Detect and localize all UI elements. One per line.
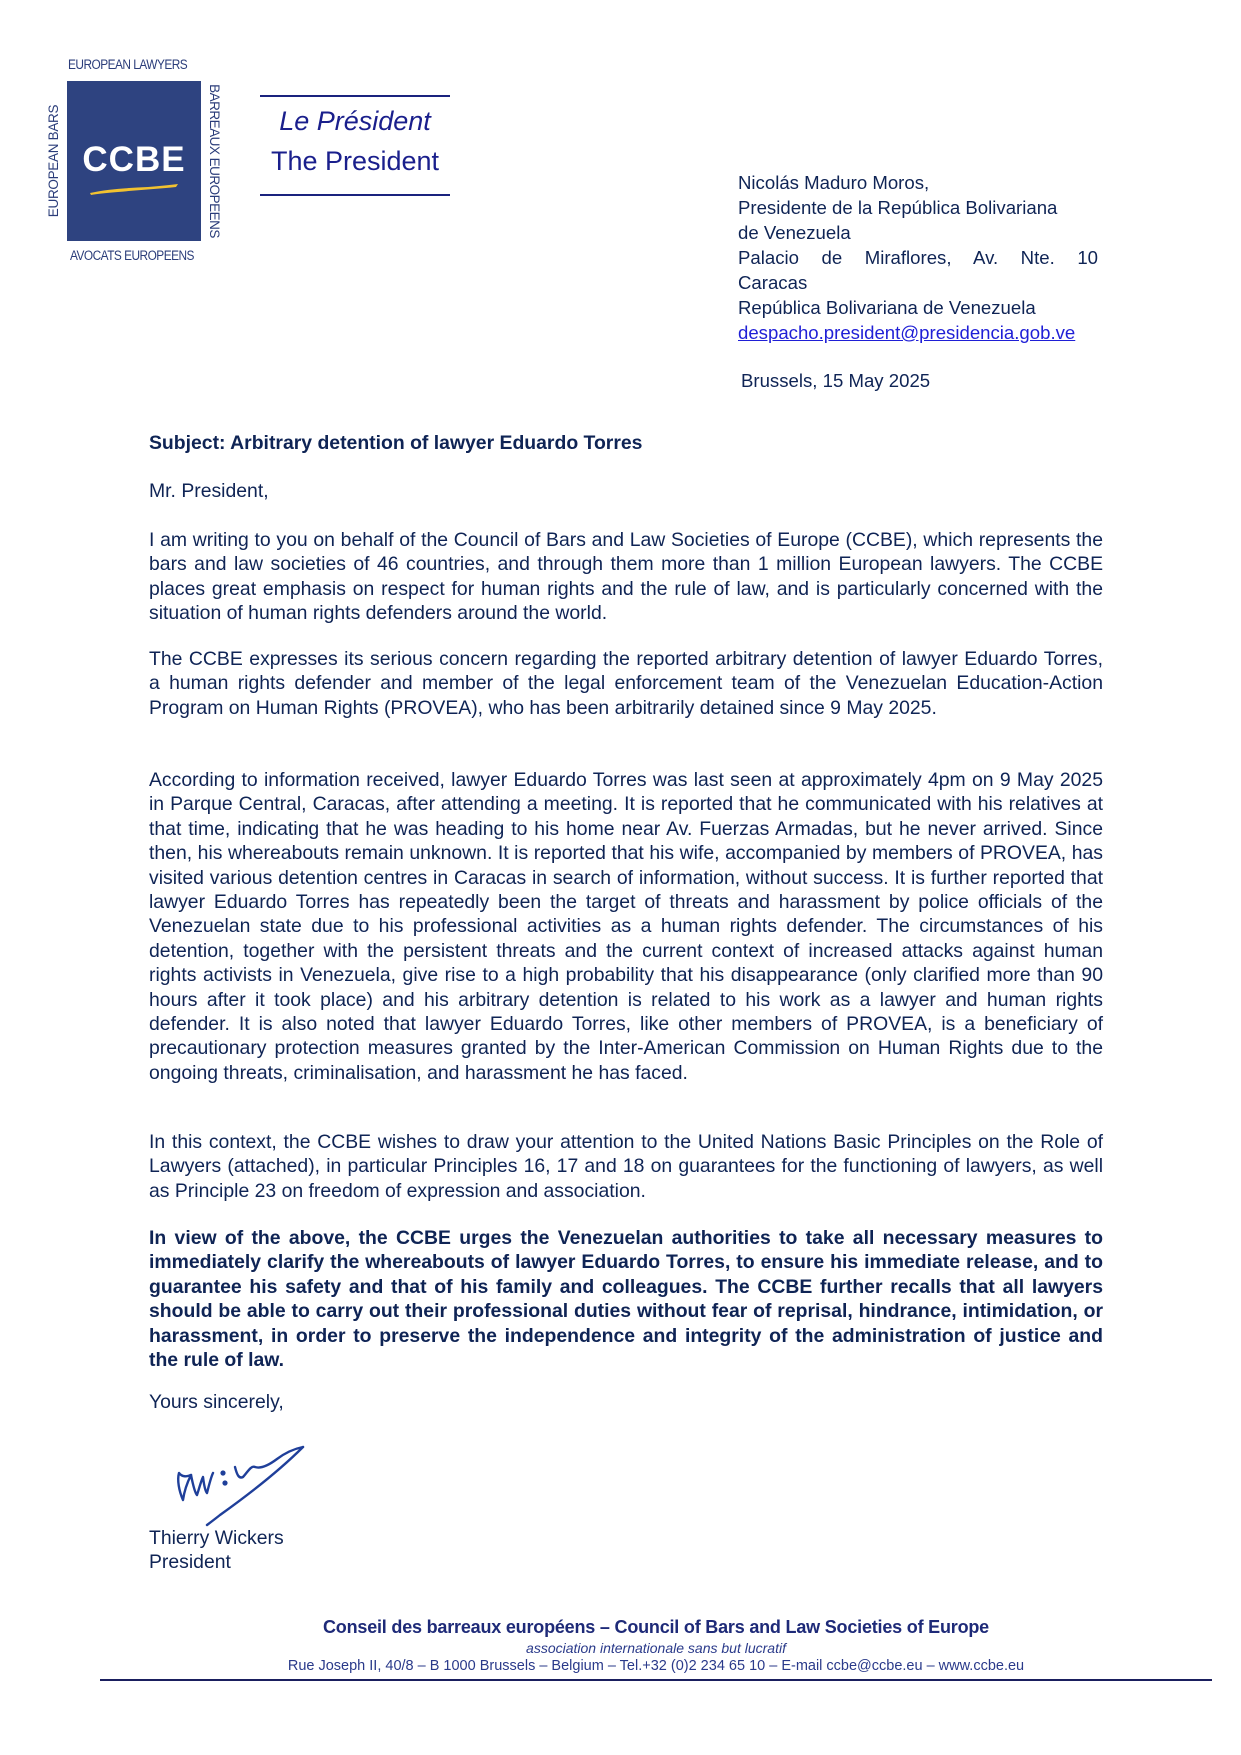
logo-top-label: EUROPEAN LAWYERS: [68, 57, 188, 72]
letter-salutation: Mr. President,: [149, 480, 269, 502]
title-bottom-rule: [260, 194, 450, 196]
footer-organisation-title: Conseil des barreaux européens – Council of Bars and Law Societies of Europe: [323, 1617, 989, 1637]
signer-name: Thierry Wickers: [149, 1527, 284, 1549]
logo-bottom-label: AVOCATS EUROPEENS: [70, 248, 194, 263]
paragraph-1: I am writing to you on behalf of the Council of Bars and Law Societies of Europe (CCBE), which represents the bars and law societies of 46 countries, and through them more than 1 million European lawyers. The CCBE places great emphasis on respect for human rights and the rule of law, and is particularly concerned with the situation of human rights defenders around the world.: [149, 529, 1103, 625]
letter-closing: Yours sincerely,: [149, 1391, 284, 1413]
recipient-country: República Bolivariana de Venezuela: [738, 297, 1036, 318]
recipient-title-line2: de Venezuela: [738, 222, 851, 243]
recipient-title-line1: Presidente de la República Bolivariana: [738, 197, 1058, 218]
letter-date: Brussels, 15 May 2025: [741, 370, 931, 391]
title-english: The President: [270, 146, 440, 176]
title-french: Le Président: [279, 106, 431, 136]
logo-wordmark: CCBE: [82, 140, 186, 179]
footer-subtitle: association internationale sans but lucratif: [526, 1640, 786, 1656]
recipient-city: Caracas: [738, 272, 808, 293]
handwritten-signature-icon: [165, 1435, 315, 1530]
paragraph-3: According to information received, lawyer Eduardo Torres was last seen at approximately 4pm on 9 May 2025 in Parque Central, Caracas, after attending a meeting. It is reported that he communicated with his relatives at that time, indicating that he was heading to his home near Av. Fuerzas Armadas, but he never arrived. Since then, his whereabouts remain unknown. It is reported that his wife, accompanied by members of PROVEA, has visited various detention centres in Caracas in search of information, without success. It is further reported that lawyer Eduardo Torres has repeatedly been the target of threats and harassment by police officials of the Venezuelan state due to his professional activities as a human rights defender. The circumstances of his detention, together with the persistent threats and the current context of increased attacks against human rights activists in Venezuela, give rise to a high probability that his disappearance (only clarified more than 90 hours after it took place) and his arbitrary detention is related to his work as a lawyer and human rights defender. It is also noted that lawyer Eduardo Torres, like other members of PROVEA, is a beneficiary of precautionary protection measures granted by the Inter-American Commission on Human Rights due to the ongoing threats, criminalisation, and harassment he has faced.: [149, 769, 1103, 1084]
footer-rule: [100, 1679, 1212, 1681]
recipient-street: Palacio de Miraflores, Av. Nte. 10: [738, 247, 1098, 268]
footer-address: Rue Joseph II, 40/8 – B 1000 Brussels – Belgium – Tel.+32 (0)2 234 65 10 – E-mail ccbe@ccbe.eu – www.ccbe.eu: [287, 1658, 1025, 1674]
paragraph-2: The CCBE expresses its serious concern regarding the reported arbitrary detention of lawyer Eduardo Torres, a human rights defender and member of the legal enforcement team of the Venezuelan Education-Action Program on Human Rights (PROVEA), who has been arbitrarily detained since 9 May 2025.: [149, 648, 1103, 719]
paragraph-4: In this context, the CCBE wishes to draw your attention to the United Nations Basic Principles on the Role of Lawyers (attached), in particular Principles 16, 17 and 18 on guarantees for the functioning of lawyers, as well as Principle 23 on freedom of expression and association.: [149, 1131, 1103, 1202]
recipient-name: Nicolás Maduro Moros,: [738, 172, 930, 193]
logo-left-label-text: EUROPEAN BARS: [46, 104, 61, 218]
recipient-address: [738, 170, 1098, 345]
logo-right-label: [207, 81, 222, 241]
logo-right-label-text: BARREAUX EUROPEENS: [207, 84, 222, 238]
paragraph-5-demands: In view of the above, the CCBE urges the Venezuelan authorities to take all necessary measures to immediately clarify the whereabouts of lawyer Eduardo Torres, to ensure his immediate release, and to guarantee his safety and that of his family and colleagues. The CCBE further recalls that all lawyers should be able to carry out their professional duties without fear of reprisal, hindrance, intimidation, or harassment, in order to preserve the independence and integrity of the administration of justice and the rule of law.: [149, 1227, 1103, 1372]
recipient-email-link[interactable]: despacho.president@presidencia.gob.ve: [738, 322, 1076, 343]
logo-left-label: [46, 81, 61, 241]
signer-title: President: [149, 1551, 231, 1573]
letter-subject: Subject: Arbitrary detention of lawyer Eduardo Torres: [149, 432, 643, 454]
logo-yellow-stroke-icon: [88, 182, 180, 196]
title-top-rule: [260, 95, 450, 97]
